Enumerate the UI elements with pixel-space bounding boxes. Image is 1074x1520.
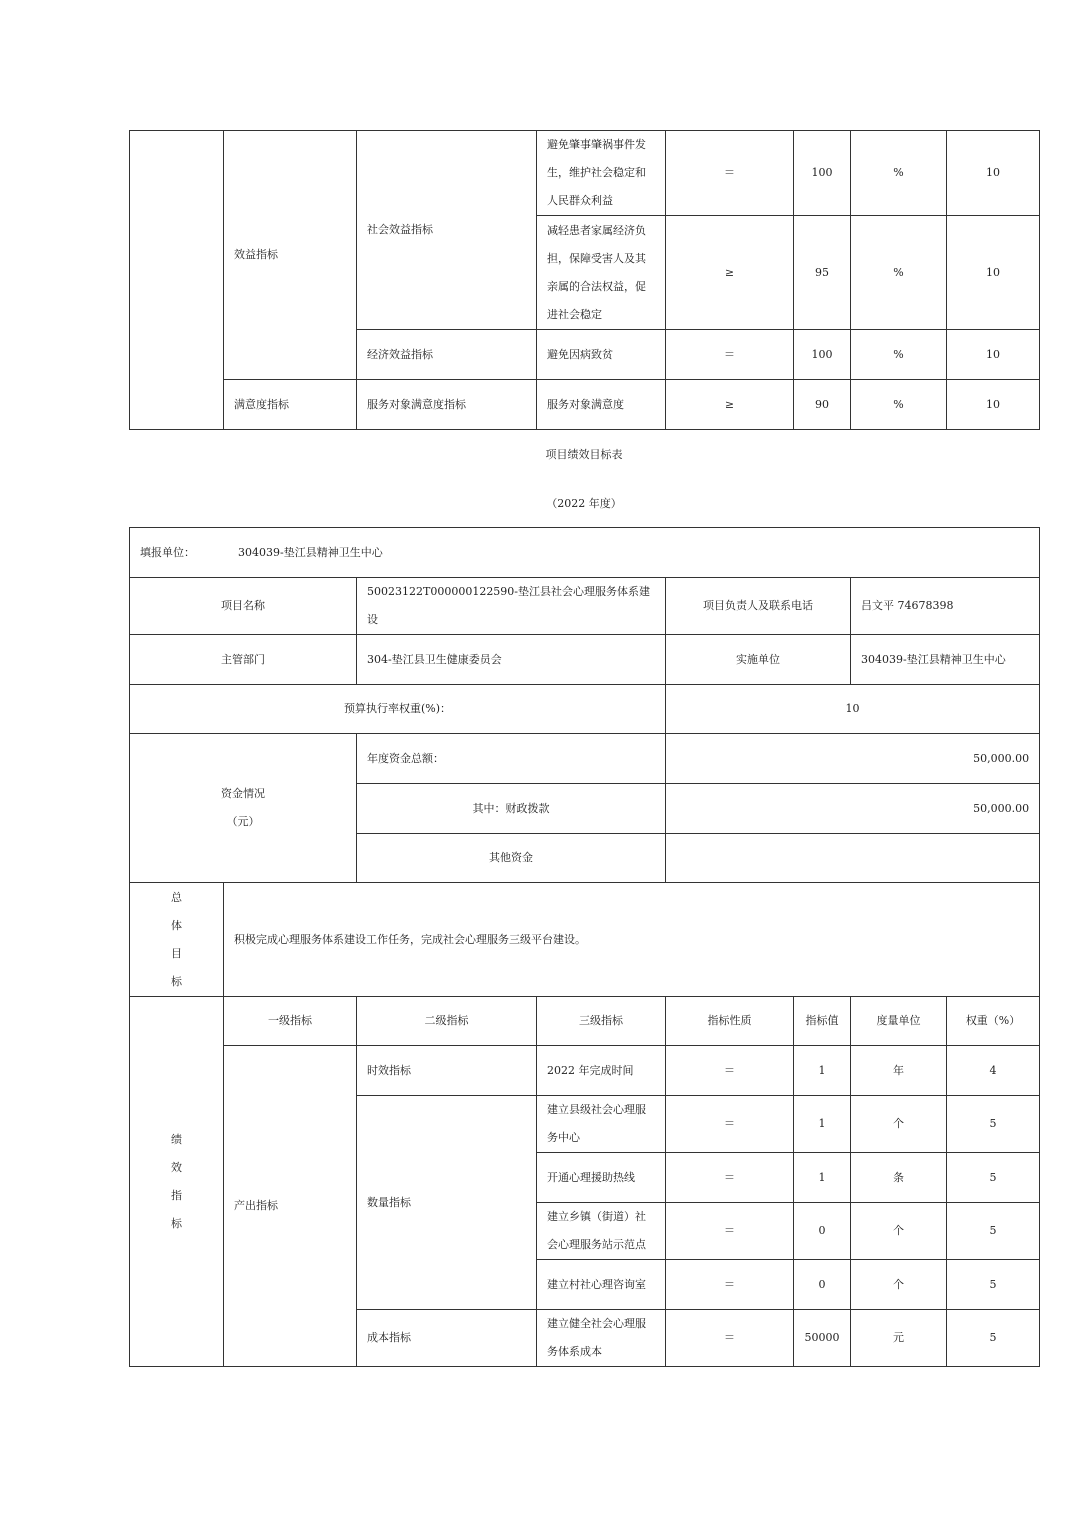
fill-unit-cell — [130, 528, 1040, 578]
value-cell: 100 — [794, 131, 851, 216]
contact-value: 吕文平 74678398 — [851, 578, 1040, 635]
indicator-cell: 服务对象满意度 — [537, 380, 666, 430]
budget-rate-row — [130, 685, 1040, 734]
weight-cell: 5 — [947, 1203, 1040, 1260]
timeliness-label: 时效指标 — [357, 1046, 537, 1096]
other-funds-value — [666, 834, 1040, 883]
nature-cell: ＝ — [666, 131, 794, 216]
overall-goal-row — [130, 883, 1040, 997]
satisfaction-sub-label: 服务对象满意度指标 — [357, 380, 537, 430]
value-cell: 1 — [794, 1153, 851, 1203]
goal-char: 目 — [171, 946, 182, 960]
unit-cell: 元 — [851, 1310, 947, 1367]
fiscal-label: 其中：财政拨款 — [357, 784, 666, 834]
column-header: 二级指标 — [357, 997, 537, 1046]
satisfaction-label: 满意度指标 — [224, 380, 357, 430]
column-header: 三级指标 — [537, 997, 666, 1046]
indicator-cell: 建立健全社会心理服务体系成本 — [537, 1310, 666, 1367]
dept-label: 主管部门 — [130, 635, 357, 685]
weight-cell: 5 — [947, 1096, 1040, 1153]
unit-cell: 条 — [851, 1153, 947, 1203]
perf-char: 绩 — [171, 1132, 182, 1146]
project-name-value: 50023122T000000122590-垫江县社会心理服务体系建设 — [357, 578, 666, 635]
unit-cell: % — [851, 216, 947, 330]
weight-cell: 5 — [947, 1153, 1040, 1203]
goal-char: 总 — [171, 890, 182, 904]
nature-cell: ＝ — [666, 1046, 794, 1096]
table-title: 项目绩效目标表 — [545, 448, 623, 461]
goal-char: 体 — [171, 918, 182, 932]
project-name-row — [130, 578, 1040, 635]
perf-char: 效 — [171, 1160, 182, 1174]
column-header: 权重（%） — [947, 997, 1040, 1046]
contact-label: 项目负责人及联系电话 — [666, 578, 851, 635]
impl-unit-value: 304039-垫江县精神卫生中心 — [851, 635, 1040, 685]
indicator-cell: 建立村社心理咨询室 — [537, 1260, 666, 1310]
funds-label — [130, 734, 357, 883]
nature-cell: ＝ — [666, 1310, 794, 1367]
column-header: 指标性质 — [666, 997, 794, 1046]
fill-unit-row — [130, 528, 1040, 578]
nature-cell: ≥ — [666, 380, 794, 430]
unit-cell: % — [851, 131, 947, 216]
indicator-cell: 避免因病致贫 — [537, 330, 666, 380]
unit-cell: 年 — [851, 1046, 947, 1096]
goal-char: 标 — [171, 974, 182, 988]
fill-unit-value: 304039-垫江县精神卫生中心 — [238, 545, 383, 559]
output-indicator-label: 产出指标 — [224, 1046, 357, 1367]
annual-total-label: 年度资金总额： — [357, 734, 666, 784]
budget-rate-value: 10 — [666, 685, 1040, 734]
column-header: 一级指标 — [224, 997, 357, 1046]
dept-row — [130, 635, 1040, 685]
economic-benefit-label: 经济效益指标 — [357, 330, 537, 380]
value-cell: 90 — [794, 380, 851, 430]
table-row — [130, 1046, 1040, 1096]
value-cell: 100 — [794, 330, 851, 380]
performance-indicator-label — [130, 997, 224, 1367]
nature-cell: ＝ — [666, 1203, 794, 1260]
funds-row — [130, 734, 1040, 784]
indicator-cell: 建立乡镇（街道）社会心理服务站示范点 — [537, 1203, 666, 1260]
performance-goal-table — [129, 527, 1040, 1367]
weight-cell: 5 — [947, 1310, 1040, 1367]
nature-cell: ≥ — [666, 216, 794, 330]
unit-cell: 个 — [851, 1096, 947, 1153]
unit-cell: 个 — [851, 1260, 947, 1310]
weight-cell: 10 — [947, 216, 1040, 330]
indicator-cell: 2022 年完成时间 — [537, 1046, 666, 1096]
unit-cell: % — [851, 330, 947, 380]
weight-cell: 10 — [947, 330, 1040, 380]
nature-cell: ＝ — [666, 1153, 794, 1203]
value-cell: 95 — [794, 216, 851, 330]
perf-char: 指 — [171, 1188, 182, 1202]
indicator-cell: 避免肇事肇祸事件发生，维护社会稳定和人民群众利益 — [537, 131, 666, 216]
social-benefit-label: 社会效益指标 — [357, 131, 537, 330]
impl-unit-label: 实施单位 — [666, 635, 851, 685]
overall-goal-label — [130, 883, 224, 997]
fill-unit-label: 填报单位： — [140, 545, 195, 559]
overall-goal-text: 积极完成心理服务体系建设工作任务，完成社会心理服务三级平台建设。 — [224, 883, 1040, 997]
funds-label-line-2: （元） — [226, 815, 260, 828]
column-header: 度量单位 — [851, 997, 947, 1046]
perf-char: 标 — [171, 1216, 182, 1230]
table-row — [130, 380, 1040, 430]
annual-total-value: 50,000.00 — [666, 734, 1040, 784]
nature-cell: ＝ — [666, 1260, 794, 1310]
value-cell: 0 — [794, 1203, 851, 1260]
dept-value: 304-垫江县卫生健康委员会 — [357, 635, 666, 685]
weight-cell: 4 — [947, 1046, 1040, 1096]
indicator-cell: 减轻患者家属经济负担，保障受害人及其亲属的合法权益，促进社会稳定 — [537, 216, 666, 330]
benefit-label: 效益指标 — [224, 131, 357, 380]
value-cell: 1 — [794, 1046, 851, 1096]
nature-cell: ＝ — [666, 1096, 794, 1153]
table-row — [130, 131, 1040, 216]
unit-cell: % — [851, 380, 947, 430]
column-header: 指标值 — [794, 997, 851, 1046]
cost-label: 成本指标 — [357, 1310, 537, 1367]
header-row — [130, 997, 1040, 1046]
indicator-cell: 开通心理援助热线 — [537, 1153, 666, 1203]
unit-cell: 个 — [851, 1203, 947, 1260]
project-name-label: 项目名称 — [130, 578, 357, 635]
value-cell: 50000 — [794, 1310, 851, 1367]
blank-cell — [130, 131, 224, 430]
weight-cell: 5 — [947, 1260, 1040, 1310]
budget-rate-label: 预算执行率权重(%)： — [130, 685, 666, 734]
value-cell: 0 — [794, 1260, 851, 1310]
quantity-label: 数量指标 — [357, 1096, 537, 1310]
indicator-cell: 建立县级社会心理服务中心 — [537, 1096, 666, 1153]
benefit-indicators-table — [129, 130, 1040, 430]
nature-cell: ＝ — [666, 330, 794, 380]
funds-label-line-1: 资金情况 — [221, 787, 265, 800]
weight-cell: 10 — [947, 131, 1040, 216]
fiscal-value: 50,000.00 — [666, 784, 1040, 834]
value-cell: 1 — [794, 1096, 851, 1153]
table-year: （2022 年度） — [546, 497, 622, 510]
other-funds-label: 其他资金 — [357, 834, 666, 883]
weight-cell: 10 — [947, 380, 1040, 430]
